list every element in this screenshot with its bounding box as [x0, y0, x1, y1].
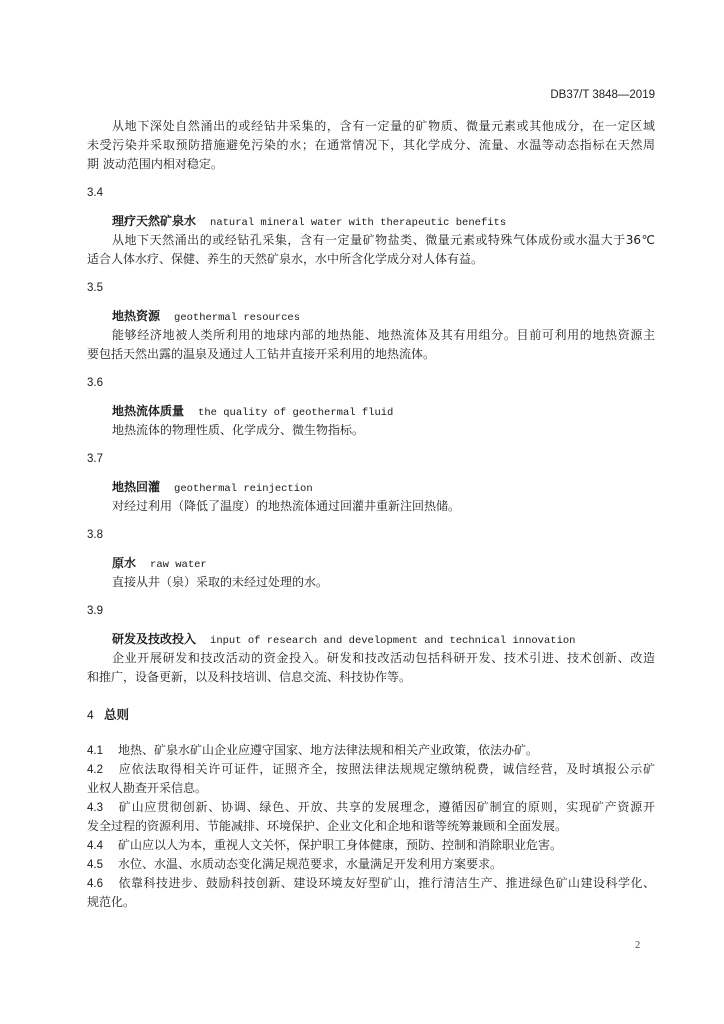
definition-line: 适合人体水疗、保健、养生的天然矿泉水，水中所含化学成分对人体有益。 [87, 252, 484, 266]
term-chinese: 研发及技改投入 [112, 632, 197, 646]
term-number: 3.9 [87, 605, 103, 617]
document-code-header: DB37/T 3848—2019 [550, 89, 655, 101]
term-title [87, 478, 655, 497]
clause-4-3 [87, 798, 655, 836]
clause-line [87, 798, 655, 817]
term-chinese: 地热回灌 [112, 480, 161, 494]
clause-line [87, 874, 655, 893]
term-chinese: 原水 [112, 556, 137, 570]
clause-4-6 [87, 874, 655, 912]
term-entry-3-4 [87, 184, 655, 269]
clause-4-1 [87, 741, 655, 760]
term-entry-3-9 [87, 602, 655, 687]
term-entry-3-5 [87, 279, 655, 364]
term-entry-3-7 [87, 450, 655, 516]
clause-number: 4.6 [87, 878, 103, 890]
intro-paragraph [87, 117, 655, 174]
paragraph-line: 从地下深处自然涌出的或经钻井采集的，含有一定量的矿物质、微量元素或其他成分，在一定区域 [112, 119, 655, 133]
paragraph-line: 未受污染并采取预防措施避免污染的水；在通常情况下，其化学成分、流量、水温等动态指标在天然周 [87, 138, 655, 152]
term-title [87, 307, 655, 326]
chapter-heading [87, 705, 655, 724]
term-entry-3-6 [87, 374, 655, 440]
term-english: geothermal reinjection [174, 483, 313, 495]
term-number: 3.5 [87, 282, 103, 294]
clause-text: 地热、矿泉水矿山企业应遵守国家、地方法律法规和相关产业政策，依法办矿。 [118, 743, 539, 757]
clause-text: 矿山应以人为本，重视人文关怀，保护职工身体健康，预防、控制和消除职业危害。 [118, 838, 563, 852]
clause-line: 业权人勘查开采信息。 [87, 781, 208, 795]
clause-line: 规范化。 [87, 895, 136, 909]
clause-4-2 [87, 760, 655, 798]
clause-line [87, 855, 655, 874]
term-english: geothermal resources [174, 312, 301, 324]
term-entry-3-8 [87, 526, 655, 592]
clause-text: 应依法取得相关许可证件，证照齐全，按照法律法规规定缴纳税费，诚信经营，及时填报公示矿 [118, 762, 655, 776]
term-number: 3.4 [87, 187, 103, 199]
clause-number: 4.4 [87, 840, 103, 852]
term-english: the quality of geothermal fluid [198, 407, 394, 419]
clause-number: 4.3 [87, 802, 103, 814]
definition-line: 从地下天然涌出的或经钻孔采集，含有一定量矿物盐类、微量元素或特殊气体成份或水温大于36℃ [112, 233, 655, 247]
term-chinese: 理疗天然矿泉水 [112, 214, 197, 228]
clause-text: 矿山应贯彻创新、协调、绿色、开放、共享的发展理念，遵循因矿制宜的原则，实现矿产资源开 [118, 800, 655, 814]
clause-line [87, 741, 655, 760]
definition-line: 和推广，设备更新，以及科技培训、信息交流、科技协作等。 [87, 670, 412, 684]
page-number: 2 [635, 940, 641, 951]
term-chinese: 地热资源 [112, 309, 161, 323]
term-chinese: 地热流体质量 [112, 404, 185, 418]
chapter-title: 总则 [104, 707, 130, 722]
definition-line: 企业开展研发和技改活动的资金投入。研发和技改活动包括科研开发、技术引进、技术创新、改造 [112, 651, 655, 665]
term-number: 3.7 [87, 453, 103, 465]
term-title [87, 402, 655, 421]
term-title [87, 630, 655, 649]
term-title [87, 554, 655, 573]
clause-4-5 [87, 855, 655, 874]
clause-number: 4.2 [87, 764, 103, 776]
term-english: natural mineral water with therapeutic benefits [210, 217, 507, 229]
term-number: 3.8 [87, 529, 103, 541]
term-number: 3.6 [87, 377, 103, 389]
clause-text: 水位、水温、水质动态变化满足规范要求，水量满足开发利用方案要求。 [118, 857, 503, 871]
clause-number: 4.5 [87, 859, 103, 871]
clause-4-4 [87, 836, 655, 855]
definition-line: 对经过利用（降低了温度）的地热流体通过回灌井重新注回热储。 [112, 499, 461, 513]
paragraph-line: 期 波动范围内相对稳定。 [87, 157, 223, 171]
term-english: input of research and development and technical innovation [210, 635, 576, 647]
clause-line [87, 836, 655, 855]
clause-text: 依靠科技进步、鼓励科技创新、建设环境友好型矿山，推行清洁生产、推进绿色矿山建设科学化、 [118, 876, 655, 890]
definition-line: 要包括天然出露的温泉及通过人工钻井直接开采利用的地热流体。 [87, 347, 436, 361]
term-title [87, 212, 655, 231]
definition-line: 能够经济地被人类所利用的地球内部的地热能、地热流体及其有用组分。目前可利用的地热资源主 [112, 328, 655, 342]
clause-number: 4.1 [87, 745, 103, 757]
chapter-number: 4 [87, 708, 94, 722]
clause-line: 发全过程的资源利用、节能减排、环境保护、企业文化和企地和谐等统筹兼顾和全面发展。 [87, 819, 568, 833]
page-content [87, 117, 655, 912]
definition-line: 直接从井（泉）采取的未经过处理的水。 [112, 575, 329, 589]
definition-line: 地热流体的物理性质、化学成分、微生物指标。 [112, 423, 365, 437]
clause-list [87, 741, 655, 912]
clause-line [87, 760, 655, 779]
term-english: raw water [150, 559, 207, 571]
